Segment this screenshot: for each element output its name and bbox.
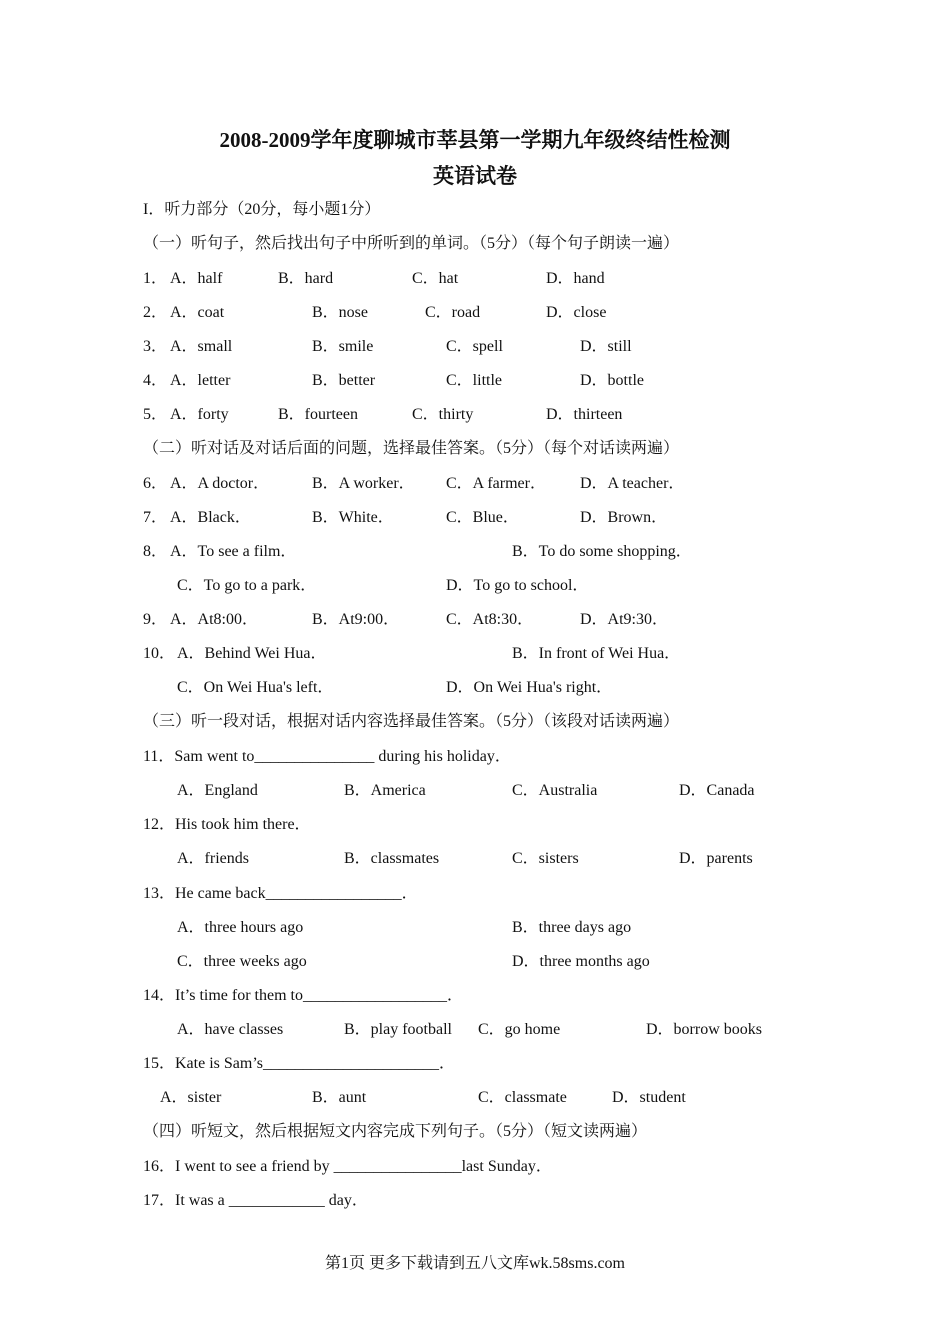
option-c: C．classmate: [478, 1089, 567, 1106]
option-d: D．three months ago: [512, 953, 650, 970]
option-c: C．go home: [478, 1021, 561, 1038]
option-a: A．England: [177, 782, 258, 799]
option-a: A．coat: [170, 304, 225, 321]
option-c: C．road: [425, 304, 481, 321]
option-b: B．A worker．: [312, 475, 415, 492]
section-heading-4: （四）听短文，然后根据短文内容完成下列句子。（5分）（短文读两遍）: [143, 1123, 648, 1140]
option-b: B．better: [312, 372, 376, 389]
option-b: B．White．: [312, 509, 394, 526]
option-b: B．classmates: [344, 850, 440, 867]
document-subtitle: 英语试卷: [433, 164, 517, 188]
option-b: B．America: [344, 782, 426, 799]
question-number: 1．: [143, 270, 168, 287]
option-c: C．On Wei Hua's left．: [177, 679, 334, 696]
option-c: C．Australia: [512, 782, 598, 799]
option-a: A．have classes: [177, 1021, 284, 1038]
option-a: A．Black．: [170, 509, 251, 526]
option-d: D．Brown．: [580, 509, 668, 526]
option-c: C．To go to a park．: [177, 577, 317, 594]
option-b: B．In front of Wei Hua．: [512, 645, 681, 662]
option-b: B．hard: [278, 270, 334, 287]
option-b: B．nose: [312, 304, 369, 321]
option-a: A．forty: [170, 406, 229, 423]
option-a: A．Behind Wei Hua．: [177, 645, 327, 662]
option-d: D．A teacher．: [580, 475, 685, 492]
question-number: 8．: [143, 543, 168, 560]
page-footer: 第1页 更多下载请到五八文库wk.58sms.com: [324, 1255, 625, 1272]
section-heading-1: （一）听句子，然后找出句子中所听到的单词。（5分）（每个句子朗读一遍）: [143, 235, 680, 252]
question-12-stem: 12．His took him there．: [143, 816, 311, 833]
question-number: 2．: [143, 304, 168, 321]
document-title: 2008-2009学年度聊城市莘县第一学期九年级终结性检测: [219, 128, 731, 152]
option-c: C．hat: [412, 270, 459, 287]
question-15-stem: 15．Kate is Sam’s______________________．: [143, 1055, 455, 1072]
option-a: A．sister: [160, 1089, 222, 1106]
option-b: B．play football: [344, 1021, 452, 1038]
question-13-stem: 13．He came back_________________．: [143, 885, 418, 902]
question-17: 17．It was a ____________ day．: [143, 1192, 368, 1209]
section-heading-3: （三）听一段对话，根据对话内容选择最佳答案。（5分）（该段对话读两遍）: [143, 713, 680, 730]
option-d: D．student: [612, 1089, 686, 1106]
option-d: D．At9:30．: [580, 611, 669, 628]
option-a: A．friends: [177, 850, 249, 867]
option-a: A．small: [170, 338, 233, 355]
question-number: 5．: [143, 406, 168, 423]
option-a: A．At8:00．: [170, 611, 259, 628]
option-d: D．To go to school．: [446, 577, 589, 594]
option-c: C．sisters: [512, 850, 579, 867]
option-d: D．close: [546, 304, 607, 321]
option-c: C．little: [446, 372, 503, 389]
option-a: A．letter: [170, 372, 231, 389]
option-a: A．half: [170, 270, 223, 287]
option-b: B．smile: [312, 338, 374, 355]
option-d: D．Canada: [679, 782, 755, 799]
option-d: D．borrow books: [646, 1021, 762, 1038]
option-d: D．On Wei Hua's right．: [446, 679, 613, 696]
option-b: B．three days ago: [512, 919, 632, 936]
option-a: A．A doctor．: [170, 475, 270, 492]
option-b: B．fourteen: [278, 406, 358, 423]
question-number: 6．: [143, 475, 168, 492]
option-b: B．aunt: [312, 1089, 367, 1106]
option-d: D．parents: [679, 850, 753, 867]
option-b: B．At9:00．: [312, 611, 400, 628]
question-number: 3．: [143, 338, 168, 355]
question-16: 16．I went to see a friend by ________________last Sunday．: [143, 1158, 552, 1175]
question-number: 9．: [143, 611, 168, 628]
option-c: C．A farmer．: [446, 475, 546, 492]
part-heading: I．听力部分（20分，每小题1分）: [143, 201, 381, 218]
option-c: C．Blue．: [446, 509, 519, 526]
question-number: 4．: [143, 372, 168, 389]
option-b: B．To do some shopping．: [512, 543, 692, 560]
option-c: C．spell: [446, 338, 503, 355]
question-number: 7．: [143, 509, 168, 526]
option-d: D．hand: [546, 270, 605, 287]
option-a: A．three hours ago: [177, 919, 304, 936]
option-d: D．still: [580, 338, 632, 355]
option-a: A．To see a film．: [170, 543, 297, 560]
option-d: D．thirteen: [546, 406, 623, 423]
option-c: C．At8:30．: [446, 611, 534, 628]
option-d: D．bottle: [580, 372, 644, 389]
question-number: 10．: [143, 645, 176, 662]
question-14-stem: 14．It’s time for them to__________________．: [143, 987, 463, 1004]
option-c: C．three weeks ago: [177, 953, 307, 970]
question-11-stem: 11．Sam went to_______________ during his holiday．: [143, 748, 511, 765]
option-c: C．thirty: [412, 406, 474, 423]
section-heading-2: （二）听对话及对话后面的问题，选择最佳答案。（5分）（每个对话读两遍）: [143, 440, 680, 457]
